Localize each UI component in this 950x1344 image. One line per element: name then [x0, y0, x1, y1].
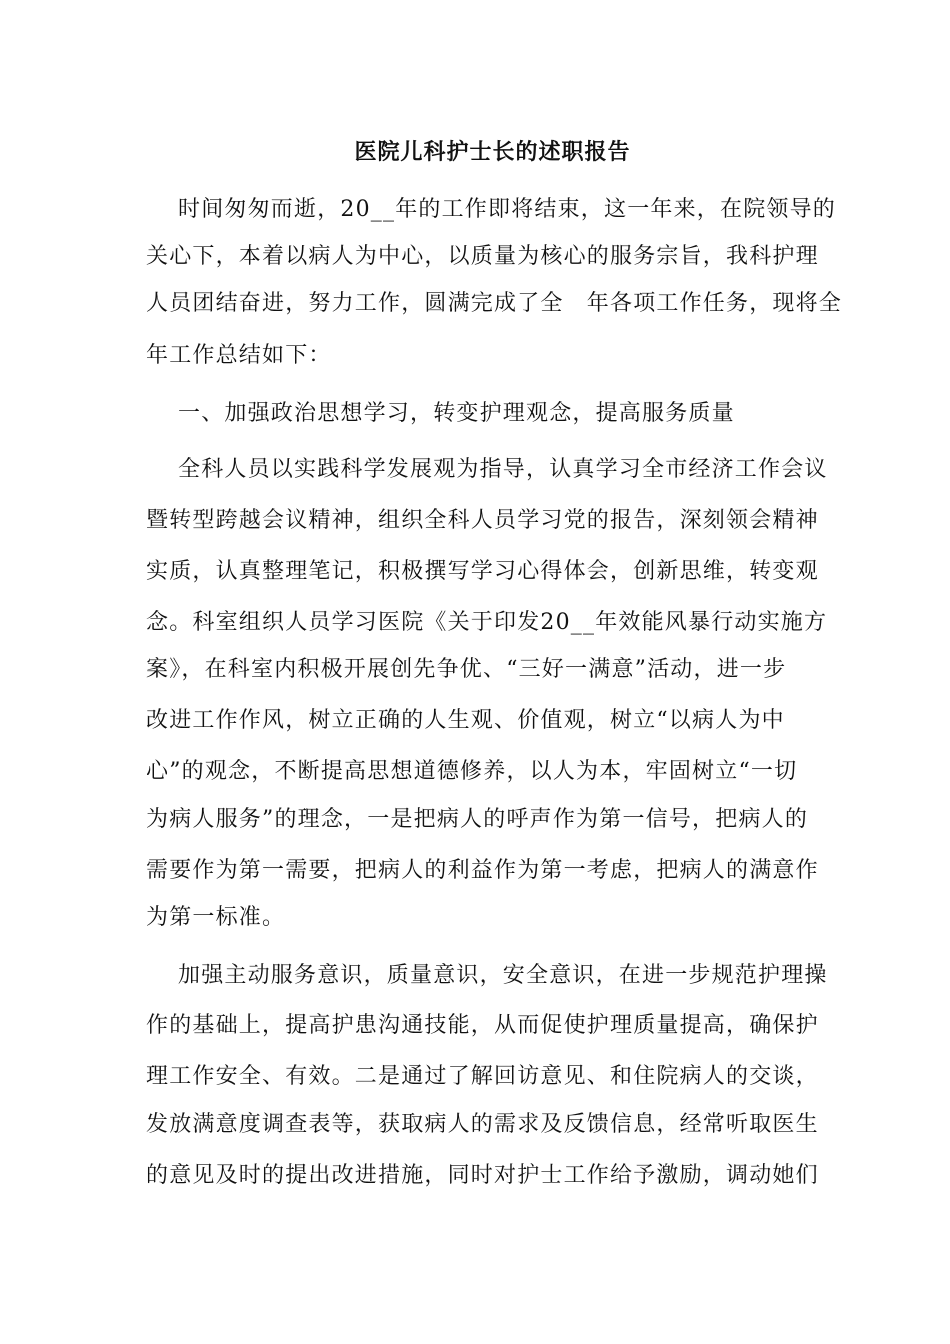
- paragraph-line: 全科人员以实践科学发展观为指导，认真学习全市经济工作会议: [178, 457, 828, 482]
- paragraph-line: 为第一标准。: [146, 905, 286, 930]
- paragraph-line: 人员团结奋进，努力工作，圆满完成了全 年各项工作任务，现将全: [146, 291, 843, 316]
- document-title: 医院儿科护士长的述职报告: [354, 139, 631, 165]
- paragraph-line: 理工作安全、有效。二是通过了解回访意见、和住院病人的交谈，: [146, 1064, 819, 1089]
- paragraph-line: 年工作总结如下：: [146, 343, 332, 368]
- paragraph-line: 案》，在科室内积极开展创先争优、“三好一满意”活动，进一步: [146, 657, 787, 682]
- paragraph-line: 关心下，本着以病人为中心，以质量为核心的服务宗旨，我科护理: [146, 244, 819, 269]
- paragraph-line: 心”的观念，不断提高思想道德修养，以人为本，牢固树立“一切: [146, 759, 798, 784]
- paragraph-line: 加强主动服务意识，质量意识，安全意识，在进一步规范护理操: [178, 963, 828, 988]
- paragraph-line: 为病人服务”的理念，一是把病人的呼声作为第一信号，把病人的: [146, 807, 809, 832]
- section-heading: 一、加强政治思想学习，转变护理观念，提高服务质量: [178, 401, 735, 426]
- paragraph-line: 暨转型跨越会议精神，组织全科人员学习党的报告，深刻领会精神: [146, 508, 819, 533]
- paragraph-line: 的意见及时的提出改进措施，同时对护士工作给予激励，调动她们: [146, 1163, 819, 1188]
- paragraph-line: 发放满意度调查表等，获取病人的需求及反馈信息，经常听取医生: [146, 1112, 819, 1137]
- paragraph-line: 时间匆匆而逝，20__年的工作即将结束，这一年来，在院领导的: [178, 197, 836, 222]
- paragraph-line: 念。科室组织人员学习医院《关于印发20__年效能风暴行动实施方: [146, 610, 828, 635]
- paragraph-line: 作的基础上，提高护患沟通技能，从而促使护理质量提高，确保护: [146, 1013, 819, 1038]
- paragraph-line: 改进工作作风，树立正确的人生观、价值观，树立“以病人为中: [146, 708, 785, 733]
- paragraph-line: 实质，认真整理笔记，积极撰写学习心得体会，创新思维，转变观: [146, 559, 819, 584]
- paragraph-line: 需要作为第一需要，把病人的利益作为第一考虑，把病人的满意作: [146, 858, 819, 883]
